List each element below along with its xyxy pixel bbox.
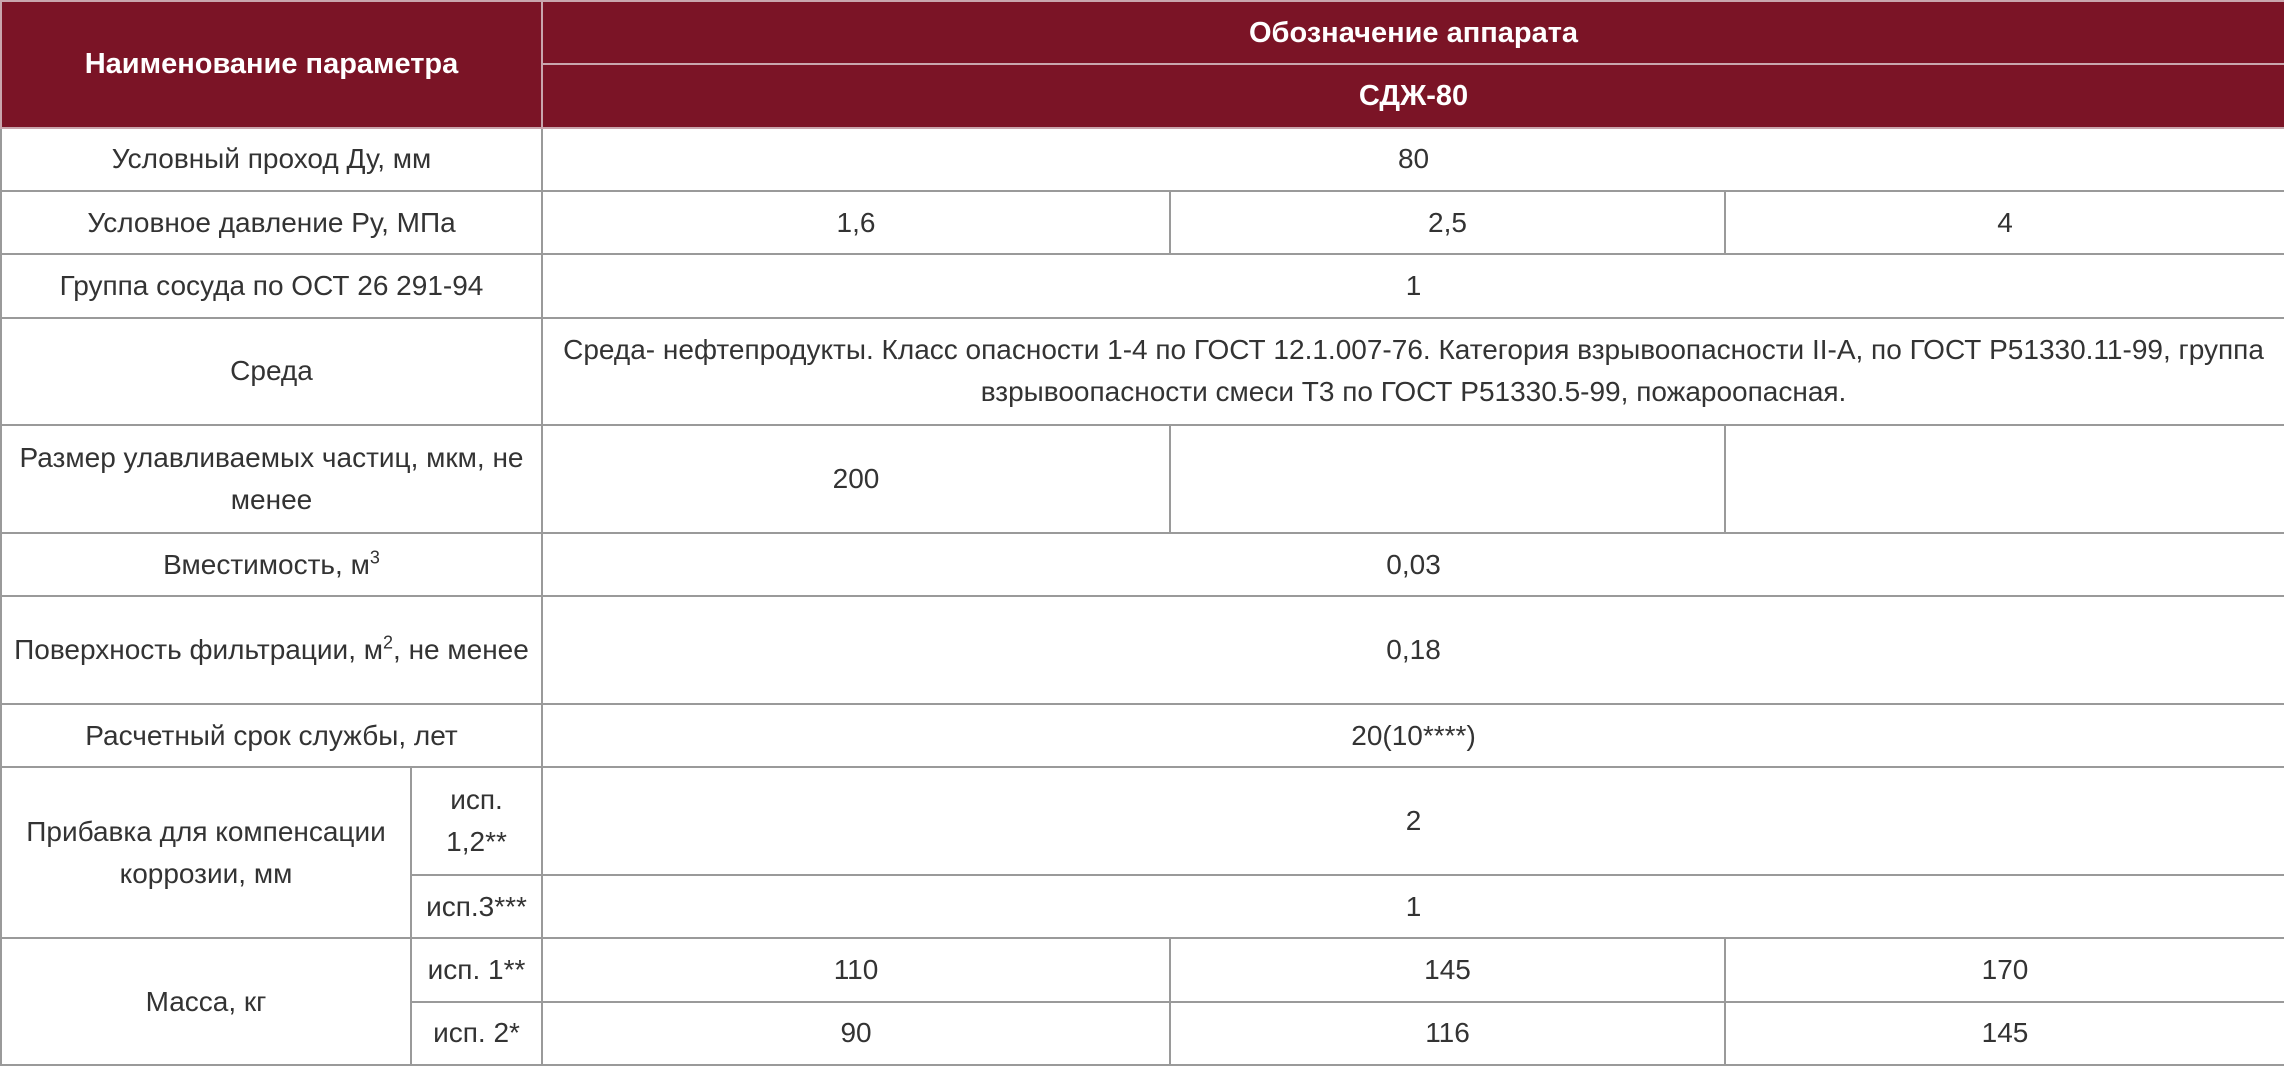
table-row: [1, 318, 2284, 426]
row-label: Расчетный срок службы, лет: [1, 704, 542, 767]
row-value: 80: [542, 128, 2284, 191]
table-row: [1, 425, 2284, 533]
row-sublabel: исп. 1,2**: [411, 767, 542, 875]
row-value: [1170, 425, 1725, 533]
param-name-header: Наименование параметра: [1, 1, 542, 128]
row-value: 1: [542, 875, 2284, 938]
row-label: Среда: [1, 318, 542, 426]
row-value: [1725, 425, 2284, 533]
row-value: 4: [1725, 191, 2284, 254]
row-value: 2: [542, 767, 2284, 875]
row-label: Размер улавливаемых частиц, мкм, не менее: [1, 425, 542, 533]
row-sublabel: исп. 1**: [411, 938, 542, 1001]
table-row: [1, 254, 2284, 317]
row-label-tail: , не менее: [393, 634, 529, 666]
row-value: 145: [1170, 938, 1725, 1001]
row-label-text: Вместимость, м: [163, 548, 370, 580]
row-label: [1, 533, 542, 596]
row-value: 116: [1170, 1002, 1725, 1065]
row-value: 1,6: [542, 191, 1170, 254]
row-value: 200: [542, 425, 1170, 533]
row-value: 20(10****): [542, 704, 2284, 767]
header-row-1: [1, 1, 2284, 64]
table-row: [1, 704, 2284, 767]
table-row: [1, 767, 2284, 875]
row-value: 2,5: [1170, 191, 1725, 254]
table-row: [1, 596, 2284, 704]
row-value: 0,18: [542, 596, 2284, 704]
table-row: [1, 191, 2284, 254]
row-value: 1: [542, 254, 2284, 317]
row-label-text: Поверхность фильтрации, м: [14, 634, 383, 666]
row-label: Условный проход Ду, мм: [1, 128, 542, 191]
table-row: [1, 128, 2284, 191]
row-value: 170: [1725, 938, 2284, 1001]
model-header: СДЖ-80: [542, 64, 2284, 127]
row-value: 145: [1725, 1002, 2284, 1065]
row-value: 0,03: [542, 533, 2284, 596]
device-designation-header: Обозначение аппарата: [542, 1, 2284, 64]
table-row: [1, 533, 2284, 596]
row-label: Условное давление Ру, МПа: [1, 191, 542, 254]
row-label: [1, 596, 542, 704]
table-row: [1, 938, 2284, 1001]
row-label: Прибавка для компенсации коррозии, мм: [1, 767, 411, 938]
row-value: Среда- нефтепродукты. Класс опасности 1-4 по ГОСТ 12.1.007-76. Категория взрывоопасности II-А, по ГОСТ Р51330.11-99, группа взрывоопасности смеси Т3 по ГОСТ Р51330.5-99, пожароопасная.: [542, 318, 2284, 426]
row-sublabel: исп. 2*: [411, 1002, 542, 1065]
row-sublabel: исп.3***: [411, 875, 542, 938]
row-label-superscript: 2: [383, 632, 394, 653]
row-label: Группа сосуда по ОСТ 26 291-94: [1, 254, 542, 317]
row-value: 110: [542, 938, 1170, 1001]
row-label-superscript: 3: [369, 547, 380, 568]
row-label: Масса, кг: [1, 938, 411, 1065]
row-value: 90: [542, 1002, 1170, 1065]
